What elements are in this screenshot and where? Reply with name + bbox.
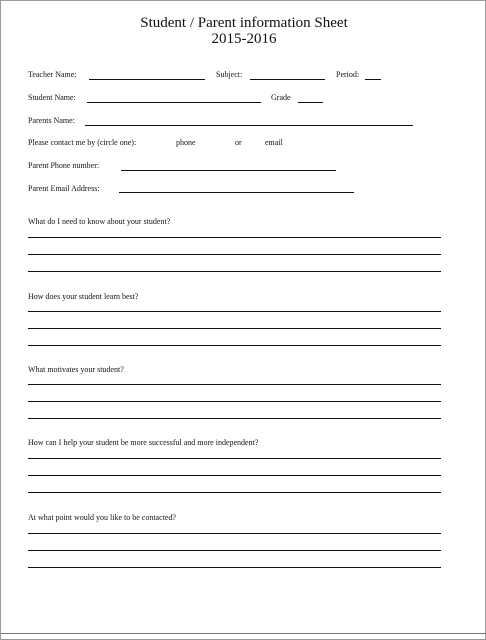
grade-line[interactable] <box>298 102 323 103</box>
answer-line[interactable] <box>28 492 441 493</box>
period-line[interactable] <box>365 79 381 80</box>
answer-line[interactable] <box>28 237 441 238</box>
contact-prompt: Please contact me by (circle one): <box>28 138 137 147</box>
answer-line[interactable] <box>28 458 441 459</box>
answer-line[interactable] <box>28 550 441 551</box>
question-3: What motivates your student? <box>28 365 124 374</box>
contact-or: or <box>235 138 242 147</box>
answer-line[interactable] <box>28 345 441 346</box>
parent-email-label: Parent Email Address: <box>28 184 100 193</box>
answer-line[interactable] <box>28 567 441 568</box>
period-label: Period: <box>336 70 360 79</box>
parents-name-line[interactable] <box>85 125 413 126</box>
teacher-name-line[interactable] <box>89 79 205 80</box>
answer-line[interactable] <box>28 254 441 255</box>
sheet-title <box>1 15 486 47</box>
student-name-line[interactable] <box>87 102 261 103</box>
parents-name-label: Parents Name: <box>28 116 75 125</box>
answer-line[interactable] <box>28 418 441 419</box>
answer-line[interactable] <box>28 475 441 476</box>
parent-phone-line[interactable] <box>121 170 336 171</box>
question-4: How can I help your student be more successful and more independent? <box>28 438 259 447</box>
title-line-2: 2015-2016 <box>211 31 277 47</box>
parent-email-line[interactable] <box>119 192 354 193</box>
page-bottom-rule <box>1 633 486 634</box>
student-name-label: Student Name: <box>28 93 76 102</box>
contact-option-phone[interactable]: phone <box>176 138 196 147</box>
answer-line[interactable] <box>28 328 441 329</box>
title-line-1: Student / Parent information Sheet <box>140 15 348 31</box>
subject-line[interactable] <box>250 79 325 80</box>
grade-label: Grade <box>271 93 291 102</box>
parent-phone-label: Parent Phone number: <box>28 161 100 170</box>
question-2: How does your student learn best? <box>28 292 139 301</box>
question-5: At what point would you like to be contacted? <box>28 513 176 522</box>
answer-line[interactable] <box>28 271 441 272</box>
teacher-name-label: Teacher Name: <box>28 70 77 79</box>
question-1: What do I need to know about your student? <box>28 217 171 226</box>
answer-line[interactable] <box>28 384 441 385</box>
contact-option-email[interactable]: email <box>265 138 283 147</box>
answer-line[interactable] <box>28 311 441 312</box>
answer-line[interactable] <box>28 401 441 402</box>
answer-line[interactable] <box>28 533 441 534</box>
subject-label: Subject: <box>216 70 243 79</box>
